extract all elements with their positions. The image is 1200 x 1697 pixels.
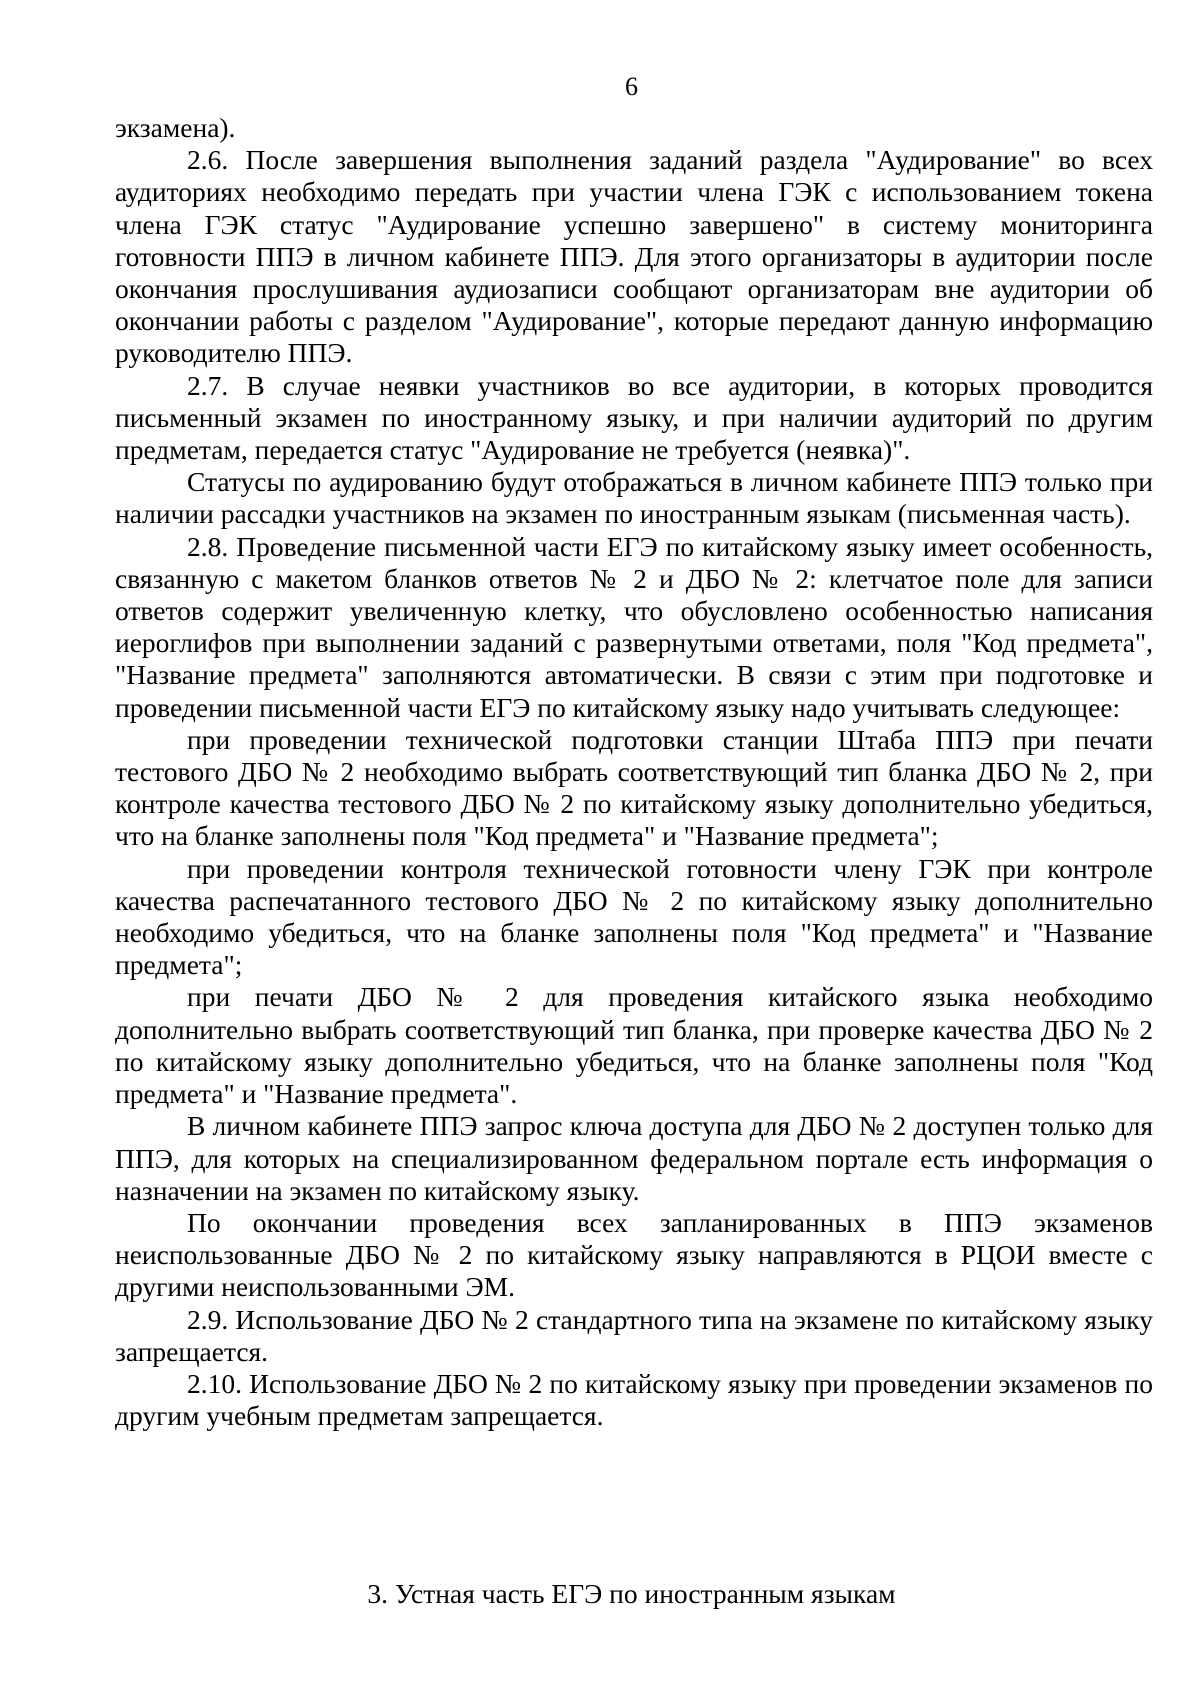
- paragraph-2-9: 2.9. Использование ДБО № 2 стандартного типа на экзамене по китайскому языку запрещается.: [115, 1303, 1153, 1367]
- section-heading: 3. Устная часть ЕГЭ по иностранным языкам: [367, 1578, 896, 1609]
- document-body: [115, 112, 1153, 1432]
- list-item-dbo-printing: при печати ДБО № 2 для проведения китайского языка необходимо дополнительно выбрать соответствующий тип бланка, при проверке качества ДБО № 2 по китайскому языку дополнительно убедиться, что на бланке заполнены поля "Код предмета" и "Название предмета".: [115, 981, 1153, 1110]
- list-item-technical-preparation: при проведении технической подготовки станции Штаба ППЭ при печати тестового ДБО № 2 необходимо выбрать соответствующий тип бланка ДБО № 2, при контроле качества тестового ДБО № 2 по китайскому языку дополнительно убедиться, что на бланке заполнены поля "Код предмета" и "Название предмета";: [115, 723, 1153, 852]
- paragraph-2-10: 2.10. Использование ДБО № 2 по китайскому языку при проведении экзаменов по другим учебным предметам запрещается.: [115, 1367, 1153, 1432]
- paragraph-2-8: 2.8. Проведение письменной части ЕГЭ по китайскому языку имеет особенность, связанную с макетом бланков ответов № 2 и ДБО № 2: клетчатое поле для записи ответов содержит увеличенную клетку, что обусловлено особенностью написания иероглифов при выполнении заданий с развернутыми ответами, поля "Код предмета", "Название предмета" заполняются автоматически. В связи с этим при подготовке и проведении письменной части ЕГЭ по китайскому языку надо учитывать следующее:: [115, 530, 1153, 723]
- page-number: 6: [625, 72, 638, 101]
- paragraph-audio-statuses: Статусы по аудированию будут отображаться в личном кабинете ППЭ только при наличии рассадки участников на экзамен по иностранным языкам (письменная часть).: [115, 466, 1153, 530]
- paragraph-unused-dbo: По окончании проведения всех запланированных в ППЭ экзаменов неиспользованные ДБО № 2 по китайскому языку направляются в РЦОИ вместе с другими неиспользованными ЭМ.: [115, 1206, 1153, 1303]
- paragraph-2-6: 2.6. После завершения выполнения заданий раздела "Аудирование" во всех аудиториях необходимо передать при участии члена ГЭК с использованием токена члена ГЭК статус "Аудирование успешно завершено" в систему мониторинга готовности ППЭ в личном кабинете ППЭ. Для этого организаторы в аудитории после окончания прослушивания аудиозаписи сообщают организаторам вне аудитории об окончании работы с разделом "Аудирование", которые передают данную информацию руководителю ППЭ.: [115, 144, 1153, 369]
- paragraph-2-7: 2.7. В случае неявки участников во все аудитории, в которых проводится письменный экзамен по иностранному языку, и при наличии аудиторий по другим предметам, передается статус "Аудирование не требуется (неявка)".: [115, 369, 1153, 466]
- list-item-readiness-control: при проведении контроля технической готовности члену ГЭК при контроле качества распечатанного тестового ДБО № 2 по китайскому языку дополнительно необходимо убедиться, что на бланке заполнены поля "Код предмета" и "Название предмета";: [115, 852, 1153, 981]
- paragraph-continuation: экзамена).: [115, 112, 236, 143]
- paragraph-access-key: В личном кабинете ППЭ запрос ключа доступа для ДБО № 2 доступен только для ППЭ, для которых на специализированном федеральном портале есть информация о назначении на экзамен по китайскому языку.: [115, 1110, 1153, 1206]
